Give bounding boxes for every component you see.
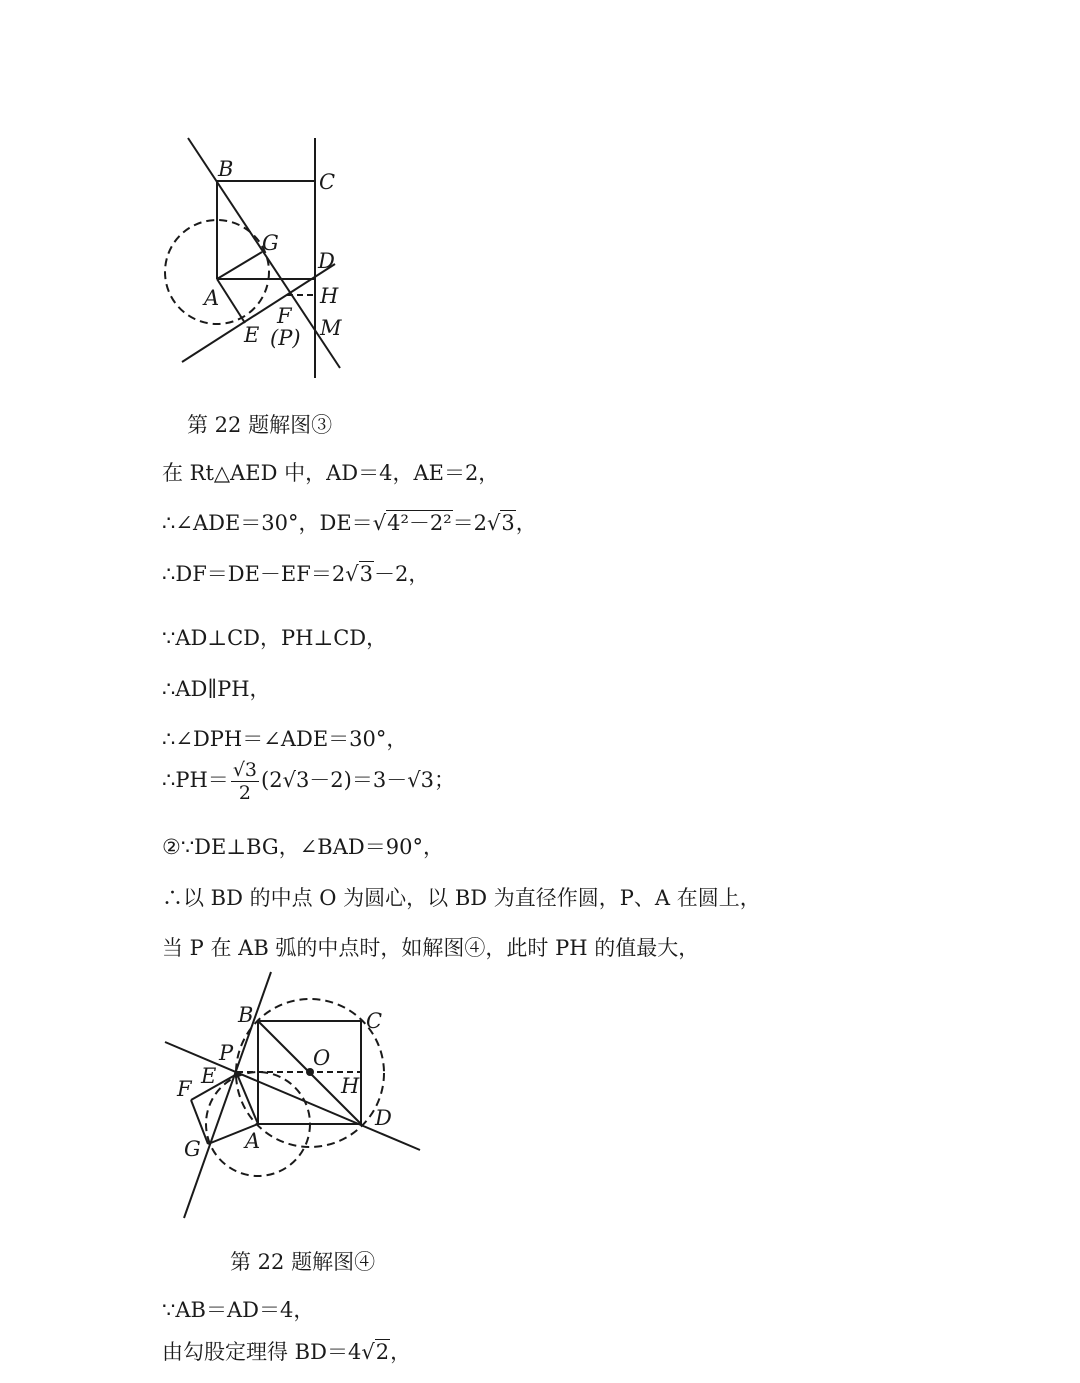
point-p: [234, 1071, 240, 1077]
label-b: B: [238, 1003, 254, 1027]
text-line-12-a: 由勾股定理得 BD＝4: [162, 1340, 362, 1364]
text-line-8: ②∵DE⊥BG，∠BAD＝90°，: [162, 835, 444, 859]
text-line-2-radicand-2: 3: [501, 511, 515, 535]
text-line-5: ∴AD∥PH，: [162, 677, 271, 701]
text-line-7-b: (2√3－2)＝3－√3；: [261, 768, 455, 792]
text-line-3-b: －2，: [373, 562, 430, 586]
text-line-2-radicand: 4²－2²: [387, 511, 452, 535]
label-o: O: [313, 1046, 331, 1070]
segment-ae: [217, 279, 245, 323]
label-b: B: [218, 157, 234, 181]
text-line-12-radicand: 2: [375, 1340, 390, 1364]
label-a: A: [245, 1129, 261, 1153]
figure-4: [160, 965, 430, 1225]
fraction-numerator: √3: [232, 759, 258, 781]
label-c: C: [366, 1009, 383, 1033]
text-line-2-c: ，: [515, 511, 537, 535]
label-d: D: [375, 1106, 392, 1130]
text-line-10: 当 P 在 AB 弧的中点时，如解图④，此时 PH 的值最大，: [162, 936, 700, 960]
label-p: P: [219, 1041, 234, 1065]
label-h: H: [341, 1074, 360, 1098]
label-p: (P): [270, 326, 301, 350]
text-line-4: ∵AD⊥CD，PH⊥CD，: [162, 626, 388, 650]
text-line-7: [162, 755, 455, 805]
figure-3: [150, 130, 360, 385]
text-line-3-radicand: 3: [359, 562, 373, 586]
text-line-11: ∵AB＝AD＝4，: [162, 1298, 315, 1322]
sqrt-sign: √: [345, 562, 359, 586]
text-line-12: [162, 1338, 411, 1366]
sqrt-sign: √: [487, 511, 501, 535]
segment-pa: [237, 1074, 258, 1124]
label-e: E: [201, 1064, 217, 1088]
text-line-1: 在 Rt△AED 中，AD＝4，AE＝2，: [162, 461, 500, 485]
text-line-9: ∴以 BD 的中点 O 为圆心，以 BD 为直径作圆，P、A 在圆上，: [162, 886, 761, 910]
figure-3-caption: 第 22 题解图③: [187, 413, 333, 437]
figure-4-caption: 第 22 题解图④: [230, 1250, 376, 1274]
label-d: D: [318, 249, 335, 273]
label-g: G: [184, 1137, 201, 1161]
text-line-2-b: ＝2: [452, 511, 488, 535]
text-line-3-a: ∴DF＝DE－EF＝2: [162, 562, 346, 586]
sqrt-sign: √: [372, 511, 387, 535]
label-f: F: [277, 304, 292, 328]
text-line-2-a: ∴∠ADE＝30°，DE＝: [162, 511, 373, 535]
label-h: H: [320, 284, 339, 308]
label-m: M: [320, 316, 342, 340]
label-c: C: [319, 170, 336, 194]
sqrt-sign: √: [361, 1340, 375, 1364]
text-line-6: ∴∠DPH＝∠ADE＝30°，: [162, 727, 408, 751]
text-line-7-a: ∴PH＝: [162, 768, 229, 792]
fraction-denominator: 2: [238, 782, 251, 804]
fraction: [231, 759, 259, 804]
label-g: G: [262, 231, 279, 255]
label-a: A: [204, 286, 220, 310]
label-e: E: [244, 323, 260, 347]
text-line-2: [162, 509, 537, 537]
text-line-12-b: ，: [390, 1340, 412, 1364]
segment-ag: [217, 252, 262, 279]
label-f: F: [177, 1077, 192, 1101]
text-line-3: [162, 560, 429, 588]
